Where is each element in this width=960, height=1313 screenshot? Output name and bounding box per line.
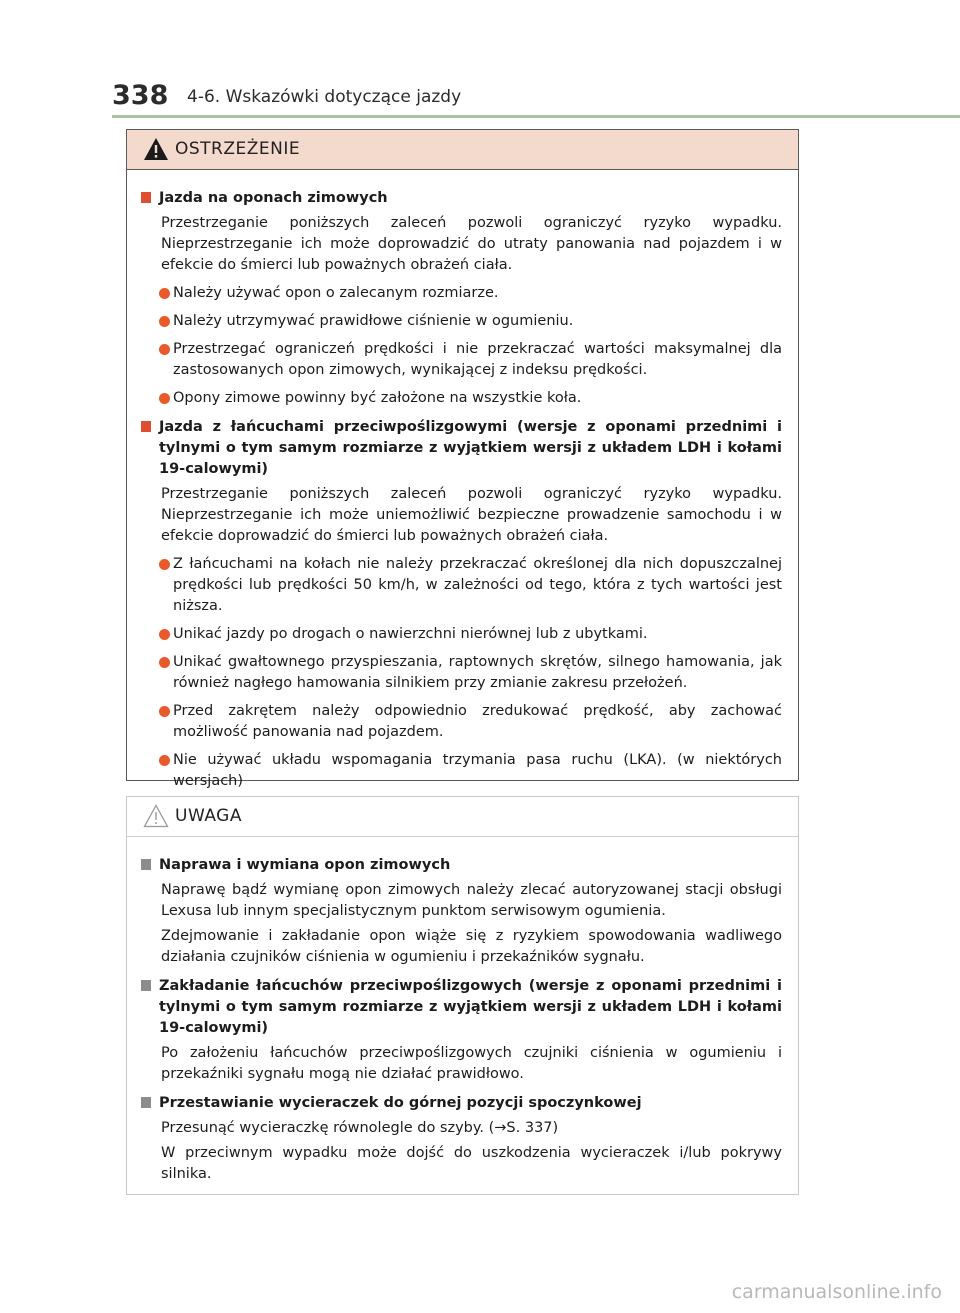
section [137,976,782,1085]
square-bullet-icon [141,421,151,432]
section [137,1093,782,1185]
bullet-text: Przestrzegać ograniczeń prędkości i nie przekraczać wartości maksymalnej dla zastosowanych opon zimowych, wynikającej z indeksu prędkości. [173,341,782,378]
bullet-dot-icon [159,629,170,640]
paragraph: Naprawę bądź wymianę opon zimowych należy zlecać autoryzowanej stacji obsługi Lexusa lub innym specjalistycznym punktom serwisowym ogumienia. [161,882,782,919]
warning-content [127,170,798,792]
section-title-text: Zakładanie łańcuchów przeciwpoślizgowych (wersje z oponami przednimi i tylnymi o tym samym rozmiarze z wyjątkiem wersji z układem LDH i kołami 19-calowymi) [159,978,782,1036]
square-bullet-icon [141,1097,151,1108]
section-title [137,1093,782,1114]
watermark: carmanualsonline.info [731,1281,942,1303]
bullet-text: Z łańcuchami na kołach nie należy przekraczać określonej dla nich dopuszczalnej prędkości lub prędkości 50 km/h, w zależności od tego, która z tych wartości jest niższa. [173,556,782,614]
bullet-item [137,554,782,617]
warning-header [127,130,798,170]
section [137,188,782,409]
caution-icon [143,804,169,828]
caution-title: UWAGA [175,806,242,826]
bullet-item [137,311,782,332]
bullet-item [137,652,782,694]
header-rule [112,115,960,118]
square-bullet-icon [141,859,151,870]
warning-box [126,129,799,789]
paragraph: Przestrzeganie poniższych zaleceń pozwoli ograniczyć ryzyko wypadku. Nieprzestrzeganie ich może doprowadzić do utraty panowania nad pojazdem i w efekcie do śmierci lub poważnych obrażeń ciała. [161,215,782,273]
section-title [137,417,782,480]
section [137,855,782,968]
caution-box [126,796,799,1195]
bullet-text: Opony zimowe powinny być założone na wszystkie koła. [173,390,582,406]
bullet-dot-icon [159,706,170,717]
bullet-dot-icon [159,393,170,404]
section-title [137,188,782,209]
bullet-text: Przed zakrętem należy odpowiednio zredukować prędkość, aby zachować możliwość panowania nad pojazdem. [173,703,782,740]
caution-header [127,797,798,837]
bullet-text: Nie używać układu wspomagania trzymania pasa ruchu (LKA). (w niektórych wersjach) [173,752,782,789]
chapter-title: 4-6. Wskazówki dotyczące jazdy [187,87,462,107]
bullet-text: Unikać gwałtownego przyspieszania, raptownych skrętów, silnego hamowania, jak również nagłego hamowania silnikiem przy zmianie zakresu przełożeń. [173,654,782,691]
paragraph: Zdejmowanie i zakładanie opon wiąże się z ryzykiem spowodowania wadliwego działania czujników ciśnienia w ogumieniu i przekaźników sygnału. [161,928,782,965]
section-title-text: Naprawa i wymiana opon zimowych [159,857,451,873]
bullet-item [137,339,782,381]
warning-icon [143,137,169,161]
bullet-dot-icon [159,288,170,299]
bullet-dot-icon [159,344,170,355]
bullet-text: Należy utrzymywać prawidłowe ciśnienie w ogumieniu. [173,313,574,329]
square-bullet-icon [141,192,151,203]
bullet-dot-icon [159,755,170,766]
bullet-item [137,388,782,409]
paragraph: Po założeniu łańcuchów przeciwpoślizgowych czujniki ciśnienia w ogumieniu i przekaźniki sygnału mogą nie działać prawidłowo. [161,1045,782,1082]
bullet-dot-icon [159,657,170,668]
bullet-dot-icon [159,559,170,570]
bullet-item [137,283,782,304]
bullet-text: Należy używać opon o zalecanym rozmiarze. [173,285,499,301]
bullet-item [137,750,782,792]
bullet-text: Unikać jazdy po drogach o nawierzchni nierównej lub z ubytkami. [173,626,648,642]
bullet-item [137,624,782,645]
section-title-text: Przestawianie wycieraczek do górnej pozycji spoczynkowej [159,1095,642,1111]
section-title [137,855,782,876]
section-title-text: Jazda z łańcuchami przeciwpoślizgowymi (wersje z oponami przednimi i tylnymi o tym samym rozmiarze z wyjątkiem wersji z układem LDH i kołami 19-calowymi) [159,419,782,477]
paragraph: Przesunąć wycieraczkę równolegle do szyby. (→S. 337) [161,1120,559,1136]
page-number: 338 [112,80,169,111]
paragraph: W przeciwnym wypadku może dojść do uszkodzenia wycieraczek i/lub pokrywy silnika. [161,1145,782,1182]
page-header [112,80,960,120]
section-title [137,976,782,1039]
paragraph: Przestrzeganie poniższych zaleceń pozwoli ograniczyć ryzyko wypadku. Nieprzestrzeganie ich może uniemożliwić bezpieczne prowadzenie samochodu i w efekcie doprowadzić do śmierci lub poważnych obrażeń ciała. [161,486,782,544]
warning-title: OSTRZEŻENIE [175,139,301,159]
bullet-item [137,701,782,743]
bullet-dot-icon [159,316,170,327]
section [137,417,782,792]
section-title-text: Jazda na oponach zimowych [159,190,388,206]
square-bullet-icon [141,980,151,991]
caution-content [127,837,798,1185]
